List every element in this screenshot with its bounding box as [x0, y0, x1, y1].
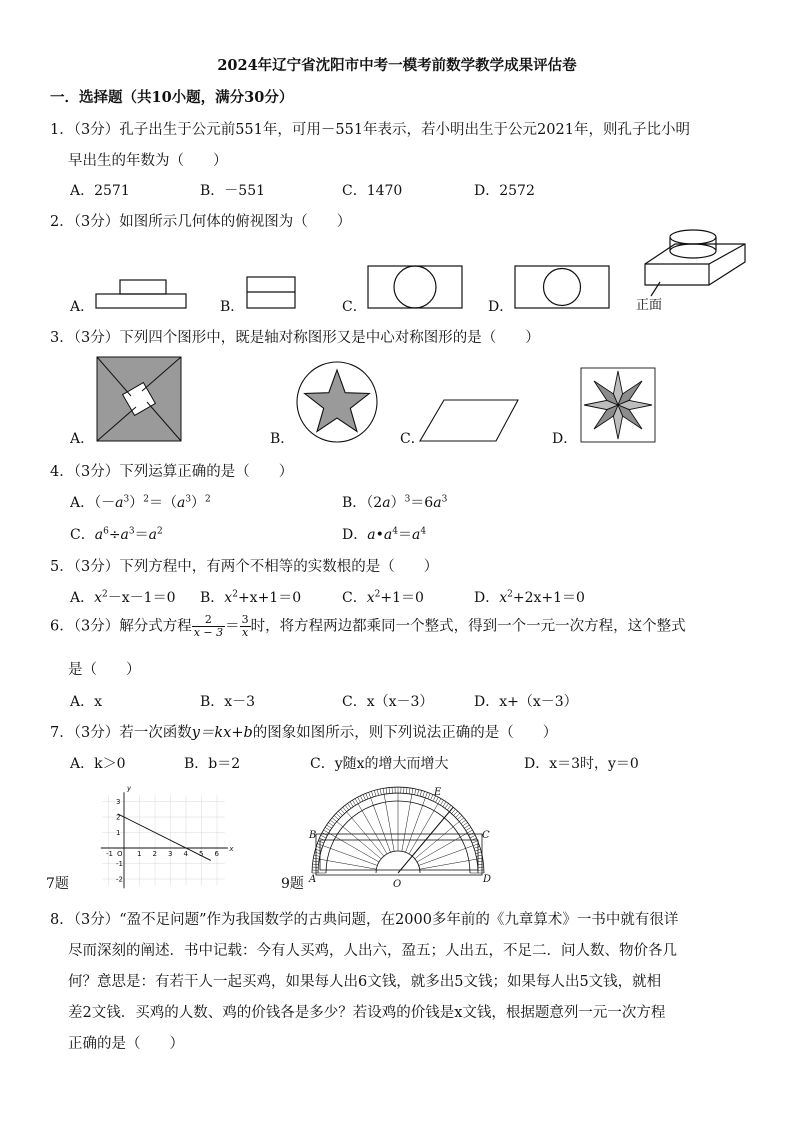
q5-stem: 5．（3分）下列方程中，有两个不相等的实数根的是（ ） [50, 559, 439, 575]
point-a-label: A [309, 874, 317, 885]
scale-tick [463, 822, 468, 826]
scale-tick [347, 803, 351, 808]
x-tick-label: 1 [137, 850, 142, 858]
inner-rectangle [320, 840, 478, 870]
q2-option-b: B． [220, 299, 245, 315]
scale-tick [420, 790, 422, 796]
scale-tick [469, 858, 483, 860]
q6-option-b: B．x－3 [200, 694, 256, 710]
scale-tick [452, 809, 456, 813]
radial-line [327, 860, 376, 869]
scale-tick [383, 788, 385, 802]
scale-tick [360, 796, 363, 801]
q7-stem: 7．（3分）若一次函数y＝kx+b的图象如图所示，则下列说法正确的是（ ） [50, 725, 558, 741]
q8-stem-line5: 正确的是（ ） [68, 1036, 184, 1052]
scale-tick [363, 794, 365, 799]
radial-line [385, 802, 394, 851]
q3-option-a: A． [70, 431, 95, 447]
x-tick-label: 2 [152, 850, 157, 858]
radial-line [420, 860, 469, 869]
radial-line [415, 827, 453, 859]
scale-tick [345, 805, 349, 810]
scale-tick [466, 827, 471, 830]
q8-stem-line2: 尽而深刻的阐述．书中记载：今有人买鸡，人出六，盈五；人出五，不足二．问人数、物价各几 [68, 943, 677, 959]
q7-figure-label: 7题 [46, 876, 69, 892]
q7-option-a: A．k＞0 [70, 756, 126, 772]
scale-tick [409, 788, 410, 794]
q4-option-d: D．$a•a^4=a^4$ [342, 526, 427, 543]
scale-tick [328, 822, 333, 826]
scale-tick [330, 820, 335, 824]
scale-tick [312, 864, 318, 865]
x-axis-label: x [229, 845, 234, 853]
scale-tick [352, 800, 355, 805]
y-axis-label: y [127, 784, 132, 793]
q2-option-d: D． [488, 299, 514, 315]
q2-stem: 2．（3分）如图所示几何体的俯视图为（ ） [50, 214, 352, 230]
q6-option-c: C．x（x－3） [342, 694, 434, 710]
scale-tick [423, 791, 425, 797]
scale-tick [374, 790, 376, 796]
scale-tick [377, 790, 378, 796]
scale-tick [350, 802, 353, 807]
q2-option-a: A． [70, 299, 95, 315]
radial-line [402, 802, 411, 851]
scale-tick [474, 846, 480, 848]
scale-tick [327, 825, 332, 828]
scale-tick [338, 811, 342, 815]
q3-option-c: C． [400, 431, 425, 447]
scale-tick [334, 815, 338, 819]
q3-option-b: B． [270, 431, 295, 447]
q4-option-c: C．$a^6\div a^3=a^2$ [70, 526, 163, 543]
scale-tick [389, 787, 390, 793]
q8-stem-line1: 8．（3分）“盈不足问题”作为我国数学的古典问题，在2000多年前的《九章算术》一书中就有很详 [50, 912, 679, 928]
scale-tick [321, 835, 326, 838]
scale-tick [417, 790, 418, 796]
point-d-label: D [483, 874, 492, 885]
q5-option-a: A．$x^2-x-1=0$ [70, 589, 176, 606]
scale-tick [447, 805, 451, 810]
radial-line [343, 827, 381, 859]
x-tick-label: 3 [168, 850, 173, 858]
scale-tick [456, 813, 460, 817]
q5-option-b: B．$x^2+x+1=0$ [200, 589, 302, 606]
scale-tick [445, 803, 449, 808]
y-tick-label: 2 [116, 813, 121, 822]
x-tick-label: 6 [214, 850, 219, 858]
q1-option-a: A．2571 [70, 183, 130, 199]
q4-stem: 4．（3分）下列运算正确的是（ ） [50, 464, 294, 480]
scale-tick [366, 793, 368, 799]
q5-option-d: D．$x^2+2x+1=0$ [474, 589, 585, 606]
q4-option-b: B．$(2a)^3=6a^3$ [342, 494, 448, 511]
scale-tick [411, 788, 413, 802]
scale-tick [428, 793, 430, 799]
q6-fraction-right: $\frac{3}{x}$ [241, 613, 249, 639]
x-tick-label: -1 [106, 850, 113, 858]
q6-fraction-left: $\frac{2}{x - 3}$ [193, 613, 224, 639]
scale-tick [386, 788, 387, 794]
x-tick-label: O [117, 850, 123, 858]
scale-tick [478, 864, 484, 865]
q5-option-c: C．$x^2+1=0$ [342, 589, 424, 606]
scale-tick [443, 802, 446, 807]
scale-tick [476, 855, 482, 856]
q2-front-label: 正面 [636, 298, 663, 313]
scale-tick [440, 800, 443, 805]
x-tick-label: 5 [199, 850, 204, 858]
y-tick-label: 1 [116, 829, 121, 837]
scale-tick [314, 855, 320, 856]
page-title: 2024年辽宁省沈阳市中考一模考前数学教学成果评估卷 [217, 57, 577, 74]
q1-option-b: B．－551 [200, 183, 266, 199]
scale-tick [318, 841, 324, 843]
q1-stem-line1: 1．（3分）孔子出生于公元前551年，可用－551年表示，若小明出生于公元2021年，则孔子比小明 [50, 122, 690, 138]
y-tick-label: -2 [116, 875, 123, 884]
scale-tick [340, 809, 344, 813]
scale-tick [431, 794, 433, 799]
x-tick-label: 4 [183, 850, 188, 858]
scale-tick [371, 791, 373, 797]
scale-tick [472, 841, 478, 843]
q6-option-d: D．x+（x－3） [474, 694, 578, 710]
scale-tick [454, 811, 458, 815]
scale-tick [457, 815, 461, 819]
radial-line [352, 818, 384, 856]
q1-option-c: C．1470 [342, 183, 403, 199]
q7-option-c: C．y随x的增大而增大 [310, 756, 449, 772]
point-e-label: E [434, 787, 442, 798]
point-b-label: B [309, 830, 317, 841]
scale-tick [470, 835, 475, 838]
y-tick-label: -1 [116, 860, 123, 868]
q6-stem-line1: 6．（3分）解分式方程 $\frac{2}{x - 3}$ ＝ $\frac{3}{x}$ 时，将方程两边都乘同一个整式，得到一个一元一次方程，这个整式 [50, 613, 686, 639]
point-c-label: C [482, 830, 490, 841]
y-tick-label: 3 [116, 798, 121, 806]
scale-tick [415, 789, 416, 795]
q7-option-b: B．b＝2 [184, 756, 241, 772]
scale-tick [464, 825, 469, 828]
scale-tick [461, 820, 466, 824]
scale-tick [406, 787, 407, 793]
q8-stem-line3: 何？意思是：有若干人一起买鸡，如果每人出6文钱，就多出5文钱；如果每人出5文钱，就相 [68, 974, 662, 990]
q6-stem-line2: 是（ ） [68, 662, 141, 678]
q4-option-a: A．$(-a^3)^2=(a^3)^2$ [70, 494, 211, 511]
scale-tick [476, 852, 482, 853]
scale-tick [380, 789, 381, 795]
scale-tick [358, 797, 361, 802]
scale-tick [316, 846, 322, 848]
q2-option-c: C． [342, 299, 367, 315]
scale-tick [336, 813, 340, 817]
q1-option-d: D．2572 [474, 183, 535, 199]
q8-stem-line4: 差2文钱．买鸡的人数、鸡的价钱各是多少？若设鸡的价钱是x文钱，根据题意列一元一次方程 [68, 1005, 666, 1021]
q3-option-d: D． [552, 431, 578, 447]
q6-option-a: A．x [70, 694, 103, 710]
scale-tick [315, 852, 321, 853]
q7-option-d: D．x＝3时，y＝0 [524, 756, 639, 772]
section-heading: 一．选择题（共10小题，满分30分） [50, 89, 294, 106]
q9-figure-label: 9题 [281, 876, 304, 892]
scale-tick [325, 827, 330, 830]
q1-stem-line2: 早出生的年数为（ ） [68, 153, 228, 169]
point-o-label: O [393, 879, 402, 890]
q3-stem: 3．（3分）下列四个图形中，既是轴对称图形又是中心对称图形的是（ ） [50, 330, 540, 346]
